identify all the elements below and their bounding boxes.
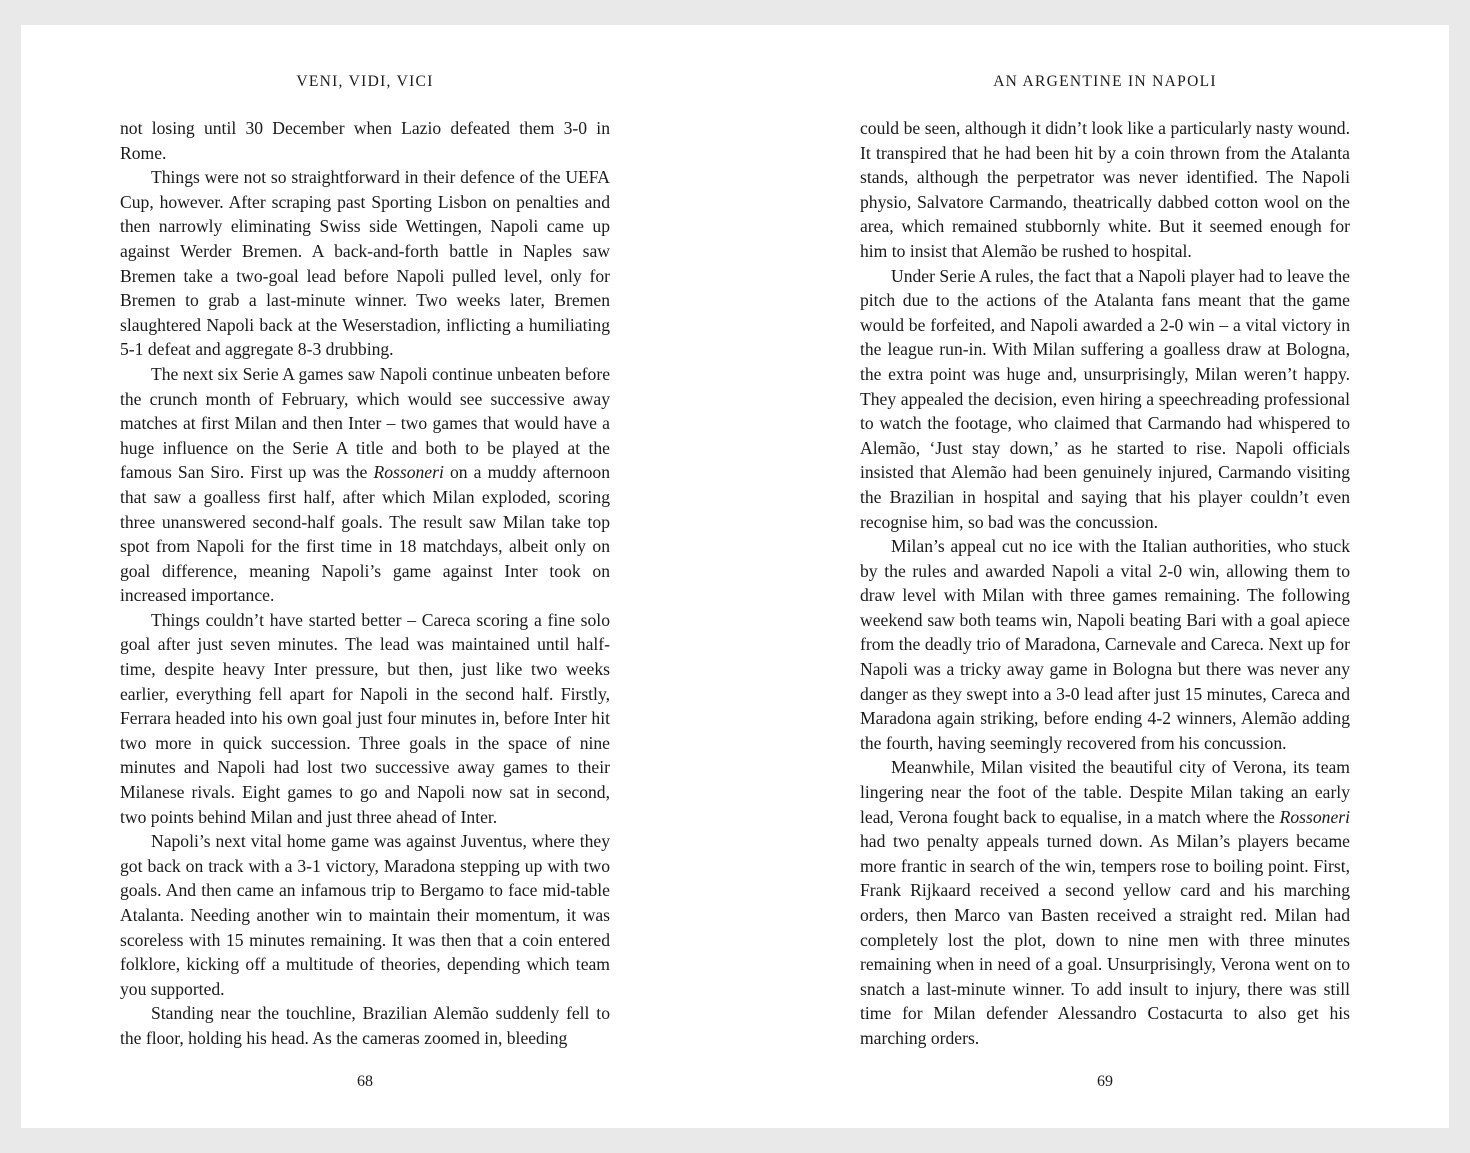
page-number: 69	[1097, 1073, 1113, 1090]
italic-term: Rossoneri	[373, 462, 444, 483]
paragraph-text: Meanwhile, Milan visited the beautiful city of Verona, its team lingering near the foot of the table. Despite Milan taking an early lead, Verona fought back to equalise, in a match where the	[860, 757, 1350, 827]
body-text	[120, 116, 610, 1051]
paragraph-text: The next six Serie A games saw Napoli continue unbeaten before the crunch month of February, which would see successive away matches at first Milan and then Inter – two games that would have a huge influence on the Serie A title and both to be played at the famous San Siro. First up was the	[120, 363, 610, 483]
running-head: AN ARGENTINE IN NAPOLI	[993, 73, 1217, 90]
paragraph	[860, 755, 1350, 1050]
paragraph: not losing until 30 December when Lazio defeated them 3-0 in Rome.	[120, 118, 610, 163]
paragraph: Under Serie A rules, the fact that a Napoli player had to leave the pitch due to the actions of the Atalanta fans meant that the game would be forfeited, and Napoli awarded a 2-0 win – a vital victory in the league run-in. With Milan suffering a goalless draw at Bologna, the extra point was huge and, unsurprisingly, Milan weren’t happy. They appealed the decision, even hiring a speechreading professional to watch the footage, who claimed that Carmando had whispered to Alemão, ‘Just stay down,’ as he started to rise. Napoli officials insisted that Alemão had been genuinely injured, Carmando visiting the Brazilian in hospital and saying that his player couldn’t even recognise him, so bad was the concussion.	[860, 265, 1350, 532]
right-page	[860, 25, 1350, 1128]
running-head: VENI, VIDI, VICI	[296, 73, 434, 90]
paragraph-text: on a muddy afternoon that saw a goalless first half, after which Milan exploded, scoring three unanswered second-half goals. The result saw Milan take top spot from Napoli for the first time in 18 matchdays, albeit only on goal difference, meaning Napoli’s game against Inter took on increased importance.	[120, 462, 611, 606]
paragraph: Milan’s appeal cut no ice with the Italian authorities, who stuck by the rules and awarded Napoli a vital 2-0 win, allowing them to draw level with Milan with three games remaining. The following weekend saw both teams win, Napoli beating Bari with a goal apiece from the deadly trio of Maradona, Carnevale and Careca. Next up for Napoli was a tricky away game in Bologna but there was never any danger as they swept into a 3-0 lead after just 15 minutes, Careca and Maradona again striking, before ending 4-2 winners, Alemão adding the fourth, having seemingly recovered from his concussion.	[860, 536, 1350, 753]
paragraph: could be seen, although it didn’t look like a particularly nasty wound. It transpired that he had been hit by a coin thrown from the Atalanta stands, although the perpetrator was never identified. The Napoli physio, Salvatore Carmando, theatrically dabbed cotton wool on the area, which remained stubbornly white. But it seemed enough for him to insist that Alemão be rushed to hospital.	[860, 118, 1350, 261]
left-page	[120, 25, 610, 1128]
body-text	[860, 116, 1350, 1051]
paragraph: Standing near the touchline, Brazilian Alemão suddenly fell to the floor, holding his head. As the cameras zoomed in, bleeding	[120, 1003, 610, 1048]
paragraph-text: had two penalty appeals turned down. As Milan’s players became more frantic in search of the win, tempers rose to boiling point. First, Frank Rijkaard received a second yellow card and his marching orders, then Marco van Basten received a straight red. Milan had completely lost the plot, down to nine men with three minutes remaining when in need of a goal. Unsurprisingly, Verona went on to snatch a last-minute winner. To add insult to injury, there was still time for Milan defender Alessandro Costacurta to also get his marching orders.	[860, 831, 1350, 1048]
paragraph: Napoli’s next vital home game was against Juventus, where they got back on track with a 3-1 victory, Maradona stepping up with two goals. And then came an infamous trip to Bergamo to face mid-table Atalanta. Needing another win to maintain their momentum, it was scoreless with 15 minutes remaining. It was then that a coin entered folklore, kicking off a multitude of theories, depending which team you supported.	[120, 831, 610, 999]
paragraph: Things were not so straightforward in their defence of the UEFA Cup, however. After scraping past Sporting Lisbon on penalties and then narrowly eliminating Swiss side Wettingen, Napoli came up against Werder Bremen. A back-and-forth battle in Naples saw Bremen take a two-goal lead before Napoli pulled level, only for Bremen to grab a last-minute winner. Two weeks later, Bremen slaughtered Napoli back at the Weserstadion, inflicting a humiliating 5-1 defeat and aggregate 8-3 drubbing.	[120, 167, 610, 360]
paragraph: Things couldn’t have started better – Careca scoring a fine solo goal after just seven minutes. The lead was maintained until half-time, despite heavy Inter pressure, but then, just like two weeks earlier, everything fell apart for Napoli in the second half. Firstly, Ferrara headed into his own goal just four minutes in, before Inter hit two more in quick succession. Three goals in the space of nine minutes and Napoli had lost two successive away games to their Milanese rivals. Eight games to go and Napoli now sat in second, two points behind Milan and just three ahead of Inter.	[120, 609, 610, 827]
paragraph	[120, 362, 610, 608]
page-number: 68	[357, 1073, 373, 1090]
book-spread	[21, 25, 1449, 1128]
italic-term: Rossoneri	[1279, 806, 1350, 827]
